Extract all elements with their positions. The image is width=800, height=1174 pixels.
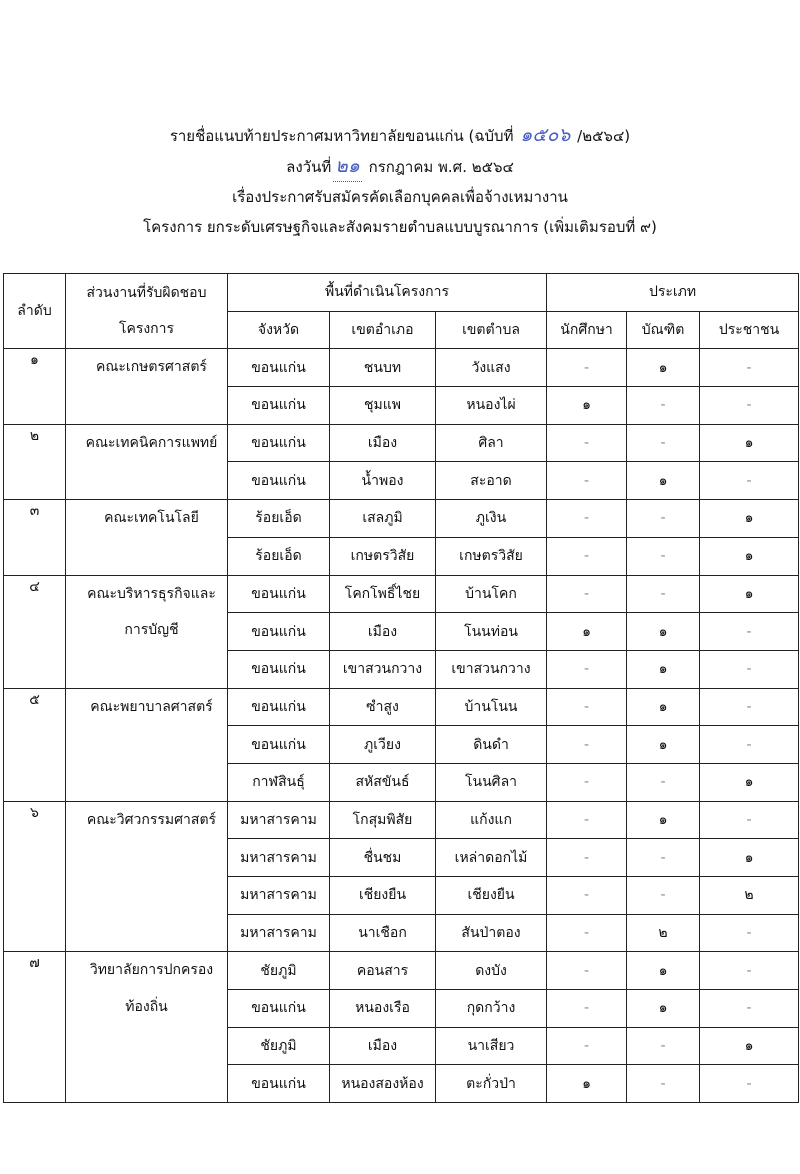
student-cell: - bbox=[547, 990, 627, 1028]
district-cell: ชุมแพ bbox=[330, 387, 436, 425]
order-cell: ๒ bbox=[4, 424, 66, 499]
student-cell: - bbox=[547, 839, 627, 877]
subdistrict-cell: เชียงยืน bbox=[436, 877, 547, 915]
subdistrict-cell: หนองไผ่ bbox=[436, 387, 547, 425]
col-public: ประชาชน bbox=[700, 311, 799, 349]
subdistrict-cell: สันป่าตอง bbox=[436, 914, 547, 952]
district-cell: เชียงยืน bbox=[330, 877, 436, 915]
district-cell: หนองสองห้อง bbox=[330, 1065, 436, 1103]
unit-name-line: คณะวิศวกรรมศาสตร์ bbox=[86, 811, 217, 828]
subdistrict-cell: นาเสียว bbox=[436, 1027, 547, 1065]
graduate-cell: ๑ bbox=[627, 990, 700, 1028]
col-province: จังหวัด bbox=[228, 311, 330, 349]
unit-cell bbox=[66, 500, 228, 575]
district-cell: นาเชือก bbox=[330, 914, 436, 952]
district-cell: เมือง bbox=[330, 424, 436, 462]
public-cell: ๑ bbox=[700, 763, 799, 801]
district-cell: เสลภูมิ bbox=[330, 500, 436, 538]
student-cell: - bbox=[547, 688, 627, 726]
unit-name-line: การบัญชี bbox=[124, 622, 179, 639]
province-cell: ขอนแก่น bbox=[228, 387, 330, 425]
subdistrict-cell: ศิลา bbox=[436, 424, 547, 462]
order-cell: ๗ bbox=[4, 952, 66, 1103]
order-cell: ๔ bbox=[4, 575, 66, 688]
public-cell: - bbox=[700, 613, 799, 651]
graduate-cell: ๑ bbox=[627, 462, 700, 500]
public-cell: - bbox=[700, 726, 799, 764]
order-cell: ๕ bbox=[4, 688, 66, 801]
unit-cell bbox=[66, 575, 228, 688]
province-cell: ร้อยเอ็ด bbox=[228, 537, 330, 575]
public-cell: ๑ bbox=[700, 575, 799, 613]
district-cell: เมือง bbox=[330, 613, 436, 651]
province-cell: ขอนแก่น bbox=[228, 462, 330, 500]
student-cell: - bbox=[547, 349, 627, 387]
province-cell: ขอนแก่น bbox=[228, 575, 330, 613]
subdistrict-cell: โนนท่อน bbox=[436, 613, 547, 651]
student-cell: - bbox=[547, 952, 627, 990]
unit-cell bbox=[66, 688, 228, 801]
subdistrict-cell: บ้านโคก bbox=[436, 575, 547, 613]
unit-name-line: วิทยาลัยการปกครอง bbox=[89, 962, 214, 979]
graduate-cell: - bbox=[627, 1027, 700, 1065]
public-cell: - bbox=[700, 952, 799, 990]
col-area: พื้นที่ดำเนินโครงการ bbox=[228, 274, 547, 312]
graduate-cell: ๑ bbox=[627, 952, 700, 990]
unit-cell bbox=[66, 952, 228, 1103]
subdistrict-cell: เหล่าดอกไม้ bbox=[436, 839, 547, 877]
subdistrict-cell: แก้งแก bbox=[436, 801, 547, 839]
province-cell: มหาสารคาม bbox=[228, 801, 330, 839]
unit-name-line: คณะเทคโนโลยี bbox=[104, 510, 199, 527]
graduate-cell: - bbox=[627, 575, 700, 613]
public-cell: - bbox=[700, 990, 799, 1028]
district-cell: หนองเรือ bbox=[330, 990, 436, 1028]
col-student: นักศึกษา bbox=[547, 311, 627, 349]
district-cell: ชนบท bbox=[330, 349, 436, 387]
public-cell: - bbox=[700, 914, 799, 952]
unit-cell bbox=[66, 801, 228, 952]
col-subdistrict: เขตตำบล bbox=[436, 311, 547, 349]
unit-cell bbox=[66, 424, 228, 499]
graduate-cell: - bbox=[627, 763, 700, 801]
student-cell: ๑ bbox=[547, 613, 627, 651]
subdistrict-cell: ดินดำ bbox=[436, 726, 547, 764]
order-cell: ๑ bbox=[4, 349, 66, 424]
unit-name-line: คณะพยาบาลศาสตร์ bbox=[90, 698, 213, 715]
table-row bbox=[4, 575, 799, 613]
public-cell: ๑ bbox=[700, 537, 799, 575]
header-row-1 bbox=[4, 274, 799, 312]
graduate-cell: ๑ bbox=[627, 726, 700, 764]
graduate-cell: - bbox=[627, 387, 700, 425]
public-cell: - bbox=[700, 349, 799, 387]
subdistrict-cell: บ้านโนน bbox=[436, 688, 547, 726]
student-cell: - bbox=[547, 650, 627, 688]
header-line-4: โครงการ ยกระดับเศรษฐกิจและสังคมรายตำบลแบบบูรณาการ (เพิ่มเติมรอบที่ ๙) bbox=[143, 218, 657, 236]
province-cell: ขอนแก่น bbox=[228, 349, 330, 387]
public-cell: ๑ bbox=[700, 424, 799, 462]
public-cell: - bbox=[700, 462, 799, 500]
public-cell: - bbox=[700, 387, 799, 425]
header-line-2: ลงวันที่ ๒๑ กรกฎาคม พ.ศ. ๒๕๖๔ bbox=[0, 151, 800, 182]
district-cell: โคกโพธิ์ไชย bbox=[330, 575, 436, 613]
graduate-cell: ๑ bbox=[627, 650, 700, 688]
graduate-cell: ๑ bbox=[627, 613, 700, 651]
graduate-cell: ๒ bbox=[627, 914, 700, 952]
header-line-3: เรื่องประกาศรับสมัครคัดเลือกบุคคลเพื่อจ้างเหมางาน bbox=[232, 188, 568, 206]
graduate-cell: ๑ bbox=[627, 688, 700, 726]
col-unit: ส่วนงานที่รับผิดชอบ โครงการ bbox=[66, 274, 228, 349]
table-row bbox=[4, 801, 799, 839]
unit-name-line: คณะบริหารธุรกิจและ bbox=[87, 585, 216, 602]
table-row bbox=[4, 349, 799, 387]
subdistrict-cell: กุดกว้าง bbox=[436, 990, 547, 1028]
province-cell: ขอนแก่น bbox=[228, 1065, 330, 1103]
student-cell: ๑ bbox=[547, 1065, 627, 1103]
province-cell: ขอนแก่น bbox=[228, 726, 330, 764]
table-row bbox=[4, 500, 799, 538]
graduate-cell: - bbox=[627, 839, 700, 877]
public-cell: - bbox=[700, 688, 799, 726]
province-cell: มหาสารคาม bbox=[228, 877, 330, 915]
subdistrict-cell: วังแสง bbox=[436, 349, 547, 387]
student-cell: - bbox=[547, 763, 627, 801]
district-cell: โกสุมพิสัย bbox=[330, 801, 436, 839]
district-cell: เกษตรวิสัย bbox=[330, 537, 436, 575]
district-cell: เขาสวนกวาง bbox=[330, 650, 436, 688]
project-table bbox=[3, 273, 799, 1103]
graduate-cell: - bbox=[627, 424, 700, 462]
table-body bbox=[4, 349, 799, 1103]
province-cell: มหาสารคาม bbox=[228, 914, 330, 952]
public-cell: ๑ bbox=[700, 500, 799, 538]
graduate-cell: ๑ bbox=[627, 801, 700, 839]
col-graduate: บัณฑิต bbox=[627, 311, 700, 349]
student-cell: - bbox=[547, 1027, 627, 1065]
graduate-cell: - bbox=[627, 877, 700, 915]
student-cell: - bbox=[547, 462, 627, 500]
student-cell: - bbox=[547, 914, 627, 952]
col-order: ลำดับ bbox=[4, 274, 66, 349]
subdistrict-cell: ตะกั่วป่า bbox=[436, 1065, 547, 1103]
handwritten-number: ๑๕๐๖ bbox=[520, 124, 571, 146]
province-cell: ขอนแก่น bbox=[228, 650, 330, 688]
order-cell: ๖ bbox=[4, 801, 66, 952]
student-cell: ๑ bbox=[547, 387, 627, 425]
province-cell: ขอนแก่น bbox=[228, 688, 330, 726]
col-district: เขตอำเภอ bbox=[330, 311, 436, 349]
district-cell: ภูเวียง bbox=[330, 726, 436, 764]
handwritten-day: ๒๑ bbox=[333, 151, 362, 182]
province-cell: กาฬสินธุ์ bbox=[228, 763, 330, 801]
graduate-cell: - bbox=[627, 500, 700, 538]
order-cell: ๓ bbox=[4, 500, 66, 575]
subdistrict-cell: เขาสวนกวาง bbox=[436, 650, 547, 688]
district-cell: น้ำพอง bbox=[330, 462, 436, 500]
student-cell: - bbox=[547, 500, 627, 538]
document-header bbox=[0, 120, 800, 242]
student-cell: - bbox=[547, 726, 627, 764]
public-cell: ๑ bbox=[700, 839, 799, 877]
province-cell: มหาสารคาม bbox=[228, 839, 330, 877]
unit-name-line: ท้องถิ่น bbox=[125, 999, 168, 1016]
public-cell: - bbox=[700, 1065, 799, 1103]
header-line-1: รายชื่อแนบท้ายประกาศมหาวิทยาลัยขอนแก่น (ฉบับที่ ๑๕๐๖ /๒๕๖๔) bbox=[0, 120, 800, 151]
subdistrict-cell: เกษตรวิสัย bbox=[436, 537, 547, 575]
district-cell: เมือง bbox=[330, 1027, 436, 1065]
student-cell: - bbox=[547, 424, 627, 462]
province-cell: ร้อยเอ็ด bbox=[228, 500, 330, 538]
province-cell: ขอนแก่น bbox=[228, 424, 330, 462]
subdistrict-cell: โนนศิลา bbox=[436, 763, 547, 801]
public-cell: ๒ bbox=[700, 877, 799, 915]
student-cell: - bbox=[547, 537, 627, 575]
province-cell: ชัยภูมิ bbox=[228, 952, 330, 990]
unit-name-line: คณะเทคนิคการแพทย์ bbox=[85, 434, 218, 451]
province-cell: ขอนแก่น bbox=[228, 613, 330, 651]
public-cell: ๑ bbox=[700, 1027, 799, 1065]
unit-cell bbox=[66, 349, 228, 424]
province-cell: ชัยภูมิ bbox=[228, 1027, 330, 1065]
graduate-cell: - bbox=[627, 1065, 700, 1103]
unit-name-line: คณะเกษตรศาสตร์ bbox=[96, 359, 207, 376]
district-cell: ชื่นชม bbox=[330, 839, 436, 877]
student-cell: - bbox=[547, 575, 627, 613]
district-cell: คอนสาร bbox=[330, 952, 436, 990]
public-cell: - bbox=[700, 801, 799, 839]
district-cell: ซำสูง bbox=[330, 688, 436, 726]
table-row bbox=[4, 952, 799, 990]
col-type: ประเภท bbox=[547, 274, 799, 312]
subdistrict-cell: ดงบัง bbox=[436, 952, 547, 990]
subdistrict-cell: สะอาด bbox=[436, 462, 547, 500]
province-cell: ขอนแก่น bbox=[228, 990, 330, 1028]
graduate-cell: - bbox=[627, 537, 700, 575]
public-cell: - bbox=[700, 650, 799, 688]
student-cell: - bbox=[547, 877, 627, 915]
table-row bbox=[4, 424, 799, 462]
student-cell: - bbox=[547, 801, 627, 839]
district-cell: สหัสขันธ์ bbox=[330, 763, 436, 801]
table-row bbox=[4, 688, 799, 726]
graduate-cell: ๑ bbox=[627, 349, 700, 387]
subdistrict-cell: ภูเงิน bbox=[436, 500, 547, 538]
